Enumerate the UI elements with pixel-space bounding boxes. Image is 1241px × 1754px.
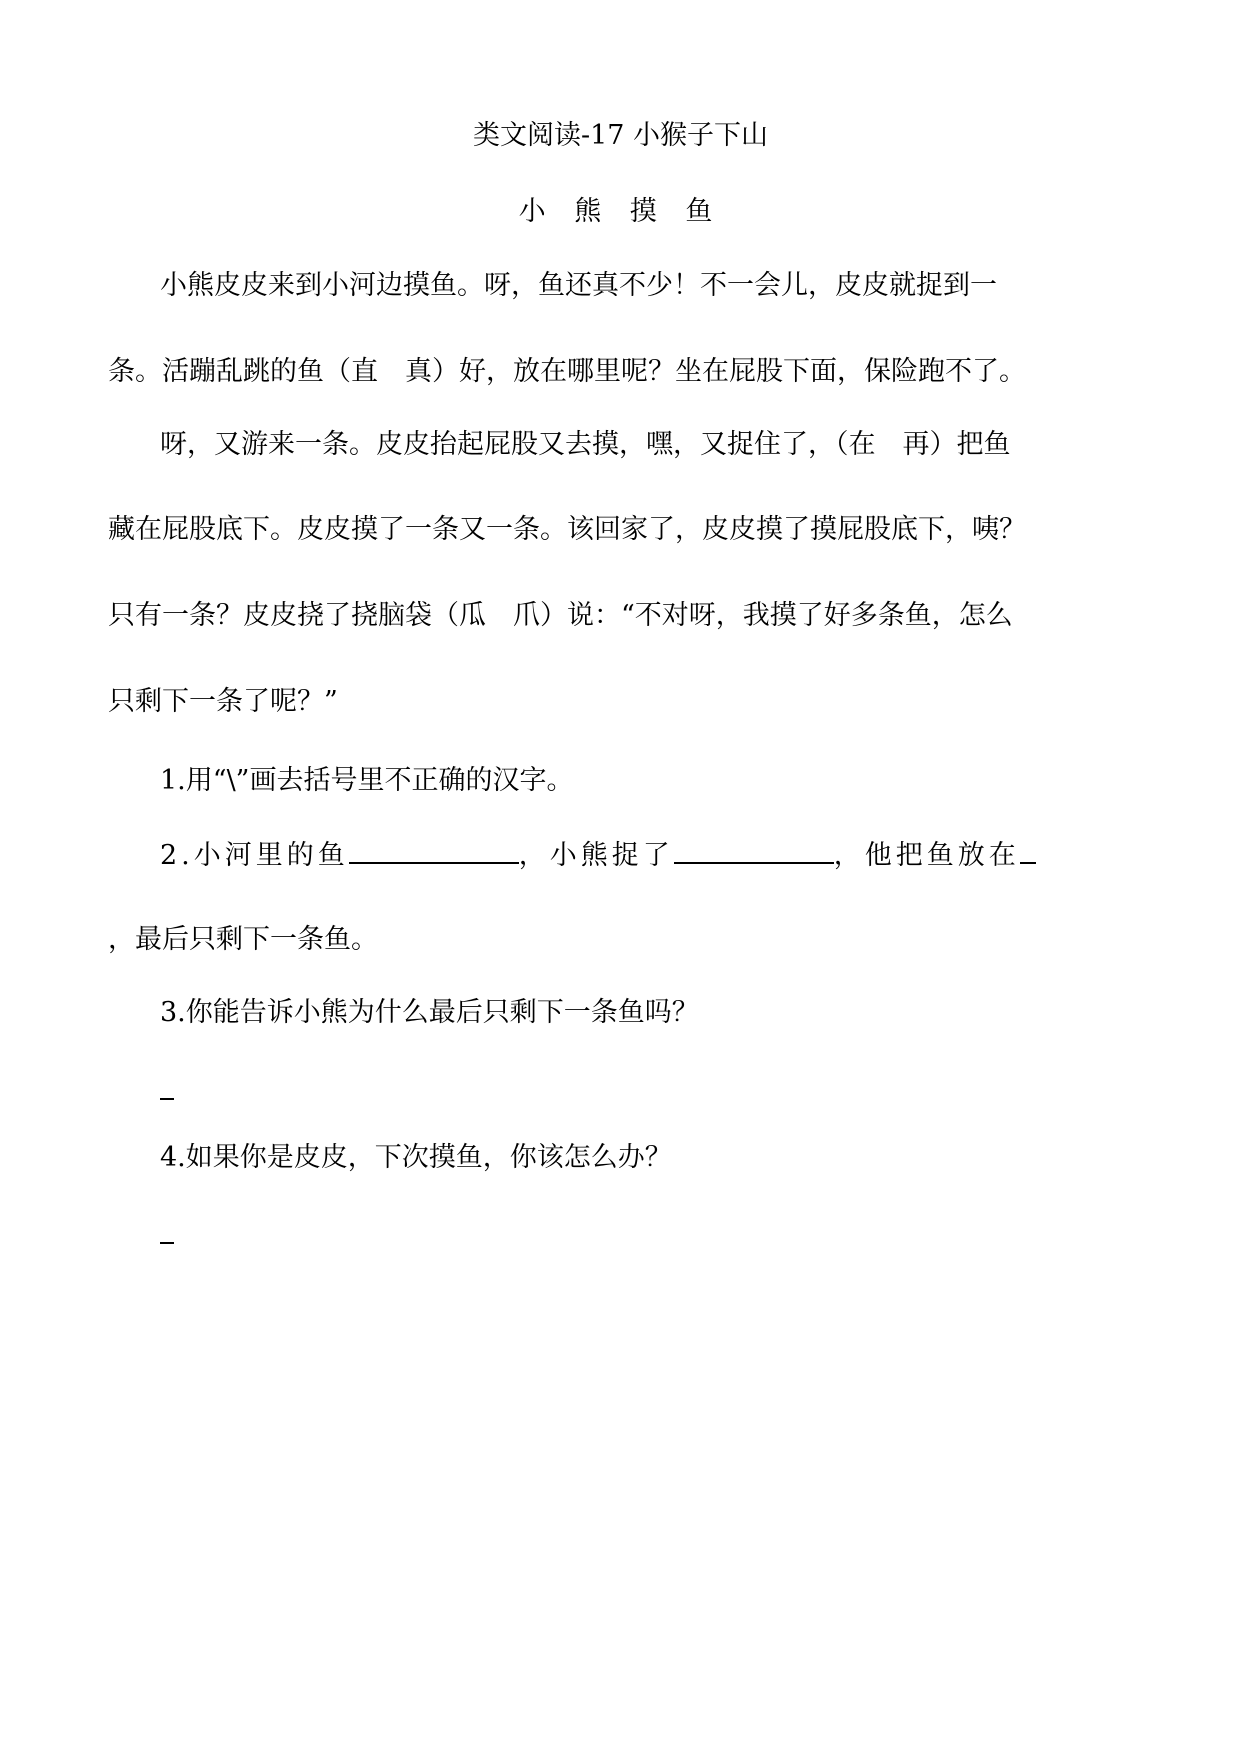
- paragraph2-line4: 只剩下一条了呢？”: [108, 686, 338, 717]
- paragraph2-line2: 藏在屁股底下。皮皮摸了一条又一条。该回家了，皮皮摸了摸屁股底下，咦？: [108, 514, 1026, 545]
- question-2-line1: [160, 836, 1036, 874]
- question-1: 1.用“\”画去括号里不正确的汉字。: [160, 765, 574, 796]
- question-2-part2: ，小熊捉了: [518, 840, 674, 871]
- question-2-part3: ，他把鱼放在: [833, 840, 1020, 871]
- question-4-answer-blank[interactable]: [160, 1216, 174, 1244]
- story-title: 小 熊 摸 鱼: [518, 196, 723, 227]
- question-3-answer-line[interactable]: [160, 1072, 174, 1110]
- paragraph1-line2: 条。活蹦乱跳的鱼（直 真）好，放在哪里呢？坐在屁股下面，保险跑不了。: [108, 356, 1026, 387]
- question-2-part1: 2.小河里的鱼: [160, 840, 349, 871]
- paragraph1-line1: 小熊皮皮来到小河边摸鱼。呀，鱼还真不少！不一会儿，皮皮就捉到一: [160, 270, 997, 301]
- paragraph2-line3: 只有一条？皮皮挠了挠脑袋（瓜 爪）说：“不对呀，我摸了好多条鱼，怎么: [108, 600, 1013, 631]
- question-3-answer-blank[interactable]: [160, 1072, 174, 1100]
- document-title: 类文阅读-17 小猴子下山: [472, 120, 769, 151]
- paragraph2-line1: 呀，又游来一条。皮皮抬起屁股又去摸，嘿，又捉住了，（在 再）把鱼: [160, 429, 1011, 460]
- answer-blank-2[interactable]: [674, 836, 834, 864]
- answer-blank-1[interactable]: [349, 836, 519, 864]
- question-4: 4.如果你是皮皮，下次摸鱼，你该怎么办？: [160, 1142, 672, 1173]
- answer-blank-3[interactable]: [1020, 836, 1036, 864]
- question-3: 3.你能告诉小熊为什么最后只剩下一条鱼吗？: [160, 997, 699, 1028]
- question-4-answer-line[interactable]: [160, 1216, 174, 1254]
- question-2-line2: ，最后只剩下一条鱼。: [108, 924, 378, 955]
